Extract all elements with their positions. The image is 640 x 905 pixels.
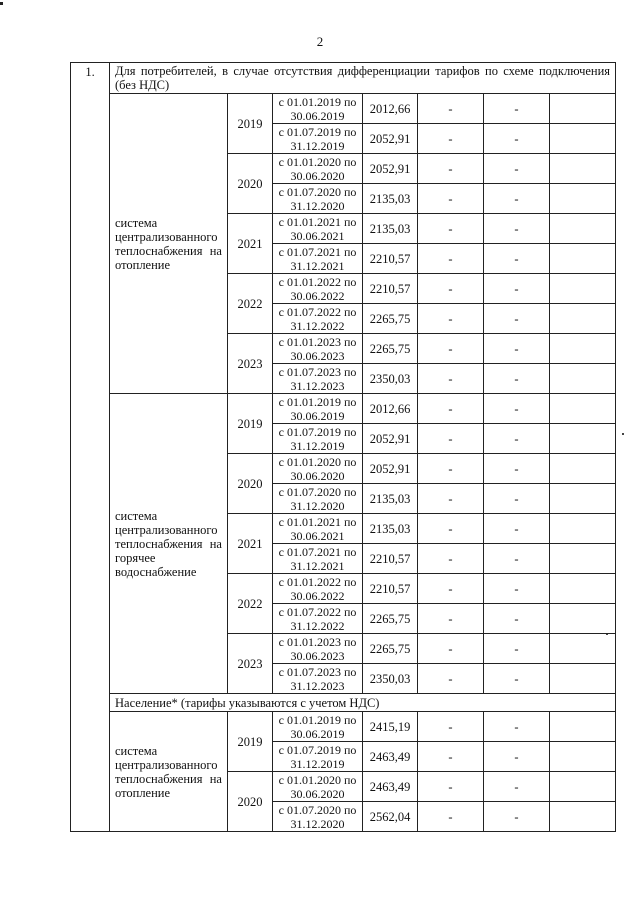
empty-cell: [550, 604, 616, 634]
period-cell: с 01.01.2020 по 30.06.2020: [273, 454, 363, 484]
dash-cell: -: [418, 742, 484, 772]
dash-cell: -: [484, 214, 550, 244]
dash-cell: -: [418, 604, 484, 634]
year-cell: 2020: [228, 454, 273, 514]
period-cell: с 01.07.2023 по 31.12.2023: [273, 664, 363, 694]
dash-cell: -: [484, 274, 550, 304]
tariff-value-cell: 2265,75: [363, 604, 418, 634]
row-number-cell: 1.: [71, 63, 110, 832]
period-cell: с 01.01.2019 по 30.06.2019: [273, 394, 363, 424]
dash-cell: -: [418, 544, 484, 574]
tariff-value-cell: 2052,91: [363, 154, 418, 184]
dash-cell: -: [418, 424, 484, 454]
tariff-value-cell: 2210,57: [363, 244, 418, 274]
period-cell: с 01.07.2019 по 31.12.2019: [273, 124, 363, 154]
dash-cell: -: [418, 184, 484, 214]
period-cell: с 01.07.2022 по 31.12.2022: [273, 304, 363, 334]
dash-cell: -: [418, 214, 484, 244]
empty-cell: [550, 244, 616, 274]
scan-mark: [0, 2, 3, 5]
period-cell: с 01.01.2022 по 30.06.2022: [273, 274, 363, 304]
dash-cell: -: [484, 184, 550, 214]
year-cell: 2019: [228, 94, 273, 154]
period-cell: с 01.01.2022 по 30.06.2022: [273, 574, 363, 604]
period-cell: с 01.07.2021 по 31.12.2021: [273, 244, 363, 274]
period-cell: с 01.01.2019 по 30.06.2019: [273, 712, 363, 742]
dash-cell: -: [484, 712, 550, 742]
section-header-row: [71, 63, 616, 94]
period-cell: с 01.07.2019 по 31.12.2019: [273, 424, 363, 454]
tariff-value-cell: 2052,91: [363, 424, 418, 454]
dash-cell: -: [484, 244, 550, 274]
dash-cell: -: [484, 664, 550, 694]
period-cell: с 01.01.2023 по 30.06.2023: [273, 334, 363, 364]
dash-cell: -: [418, 124, 484, 154]
dash-cell: -: [418, 574, 484, 604]
period-cell: с 01.07.2022 по 31.12.2022: [273, 604, 363, 634]
dash-cell: -: [484, 544, 550, 574]
period-cell: с 01.07.2020 по 31.12.2020: [273, 802, 363, 832]
period-cell: с 01.01.2021 по 30.06.2021: [273, 514, 363, 544]
dash-cell: -: [484, 604, 550, 634]
empty-cell: [550, 334, 616, 364]
period-cell: с 01.07.2019 по 31.12.2019: [273, 742, 363, 772]
year-cell: 2019: [228, 712, 273, 772]
empty-cell: [550, 484, 616, 514]
period-cell: с 01.07.2021 по 31.12.2021: [273, 544, 363, 574]
year-cell: 2020: [228, 772, 273, 832]
empty-cell: [550, 394, 616, 424]
system-cell: система централизованного теплоснабжения на горячее водоснабжение: [110, 394, 228, 694]
period-cell: с 01.07.2023 по 31.12.2023: [273, 364, 363, 394]
dash-cell: -: [484, 772, 550, 802]
dash-cell: -: [484, 634, 550, 664]
period-cell: с 01.01.2020 по 30.06.2020: [273, 772, 363, 802]
empty-cell: [550, 742, 616, 772]
tariff-value-cell: 2012,66: [363, 394, 418, 424]
dash-cell: -: [484, 574, 550, 604]
tariff-value-cell: 2415,19: [363, 712, 418, 742]
system-cell: система централизованного теплоснабжения на отопление: [110, 94, 228, 394]
tariff-value-cell: 2463,49: [363, 772, 418, 802]
tariff-table: [70, 62, 616, 832]
empty-cell: [550, 634, 616, 664]
period-cell: с 01.01.2023 по 30.06.2023: [273, 634, 363, 664]
empty-cell: [550, 274, 616, 304]
section-header: Население* (тарифы указываются с учетом НДС): [110, 694, 616, 712]
empty-cell: [550, 514, 616, 544]
empty-cell: [550, 454, 616, 484]
tariff-value-cell: 2265,75: [363, 634, 418, 664]
empty-cell: [550, 304, 616, 334]
dash-cell: -: [418, 304, 484, 334]
dash-cell: -: [484, 124, 550, 154]
scan-speck: [622, 433, 624, 435]
dash-cell: -: [418, 94, 484, 124]
tariff-value-cell: 2052,91: [363, 124, 418, 154]
dash-cell: -: [418, 454, 484, 484]
tariff-value-cell: 2210,57: [363, 274, 418, 304]
tariff-value-cell: 2463,49: [363, 742, 418, 772]
tariff-value-cell: 2265,75: [363, 334, 418, 364]
dash-cell: -: [418, 514, 484, 544]
table-row: [71, 712, 616, 742]
year-cell: 2022: [228, 274, 273, 334]
dash-cell: -: [418, 244, 484, 274]
dash-cell: -: [418, 274, 484, 304]
dash-cell: -: [418, 634, 484, 664]
empty-cell: [550, 424, 616, 454]
dash-cell: -: [418, 154, 484, 184]
empty-cell: [550, 664, 616, 694]
tariff-value-cell: 2135,03: [363, 514, 418, 544]
tariff-value-cell: 2012,66: [363, 94, 418, 124]
dash-cell: -: [418, 334, 484, 364]
year-cell: 2022: [228, 574, 273, 634]
dash-cell: -: [484, 364, 550, 394]
dash-cell: -: [418, 712, 484, 742]
table-row: [71, 94, 616, 124]
tariff-value-cell: 2135,03: [363, 484, 418, 514]
dash-cell: -: [484, 94, 550, 124]
year-cell: 2021: [228, 514, 273, 574]
section-header: Для потребителей, в случае отсутствия дифференциации тарифов по схеме подключения (без НДС): [110, 63, 616, 94]
tariff-value-cell: 2350,03: [363, 664, 418, 694]
empty-cell: [550, 364, 616, 394]
empty-cell: [550, 802, 616, 832]
system-cell: система централизованного теплоснабжения на отопление: [110, 712, 228, 832]
period-cell: с 01.07.2020 по 31.12.2020: [273, 184, 363, 214]
dash-cell: -: [418, 772, 484, 802]
empty-cell: [550, 544, 616, 574]
page-number: 2: [316, 34, 324, 49]
period-cell: с 01.01.2021 по 30.06.2021: [273, 214, 363, 244]
dash-cell: -: [418, 364, 484, 394]
dash-cell: -: [484, 424, 550, 454]
period-cell: с 01.01.2019 по 30.06.2019: [273, 94, 363, 124]
tariff-value-cell: 2052,91: [363, 454, 418, 484]
dash-cell: -: [484, 334, 550, 364]
dash-cell: -: [418, 802, 484, 832]
tariff-value-cell: 2265,75: [363, 304, 418, 334]
dash-cell: -: [484, 394, 550, 424]
tariff-value-cell: 2210,57: [363, 544, 418, 574]
year-cell: 2020: [228, 154, 273, 214]
table-row: [71, 394, 616, 424]
dash-cell: -: [418, 484, 484, 514]
tariff-value-cell: 2210,57: [363, 574, 418, 604]
tariff-value-cell: 2135,03: [363, 214, 418, 244]
dash-cell: -: [484, 154, 550, 184]
empty-cell: [550, 154, 616, 184]
period-cell: с 01.01.2020 по 30.06.2020: [273, 154, 363, 184]
dash-cell: -: [418, 664, 484, 694]
year-cell: 2021: [228, 214, 273, 274]
empty-cell: [550, 124, 616, 154]
dash-cell: -: [484, 514, 550, 544]
dash-cell: -: [484, 484, 550, 514]
dash-cell: -: [484, 454, 550, 484]
empty-cell: [550, 574, 616, 604]
dash-cell: -: [484, 304, 550, 334]
year-cell: 2019: [228, 394, 273, 454]
dash-cell: -: [484, 742, 550, 772]
tariff-value-cell: 2135,03: [363, 184, 418, 214]
dash-cell: -: [418, 394, 484, 424]
year-cell: 2023: [228, 634, 273, 694]
empty-cell: [550, 184, 616, 214]
tariff-value-cell: 2562,04: [363, 802, 418, 832]
empty-cell: [550, 214, 616, 244]
period-cell: с 01.07.2020 по 31.12.2020: [273, 484, 363, 514]
empty-cell: [550, 94, 616, 124]
section-header-row: [71, 694, 616, 712]
empty-cell: [550, 772, 616, 802]
dash-cell: -: [484, 802, 550, 832]
tariff-value-cell: 2350,03: [363, 364, 418, 394]
empty-cell: [550, 712, 616, 742]
year-cell: 2023: [228, 334, 273, 394]
